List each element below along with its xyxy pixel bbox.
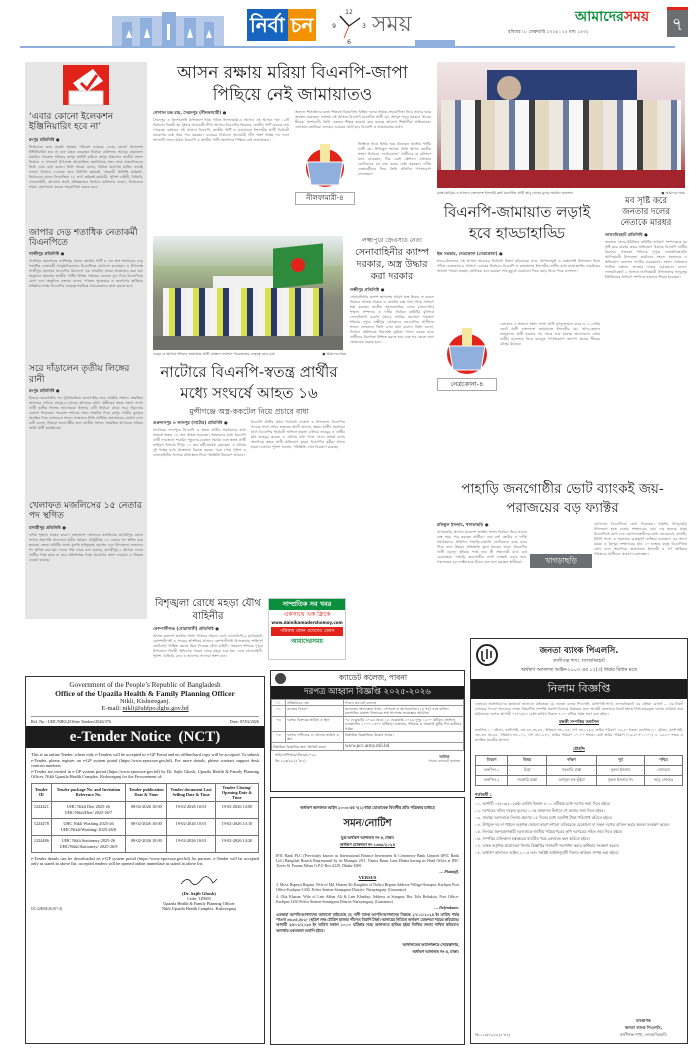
boundary-table-cell: চিড়া	[508, 766, 547, 776]
summons-versus: VERSUS	[358, 875, 377, 880]
cadet-details-row	[272, 743, 464, 751]
tender-table-row	[32, 818, 259, 835]
feature-byline: রংপুর প্রতিনিধি ●	[29, 136, 60, 142]
tender-table	[31, 783, 259, 853]
story3-byline: রংপুর প্রতিনিধি ●	[29, 388, 60, 394]
auction-terms-title: শর্তাবলী :	[475, 792, 492, 797]
cadet-table-cell: দরপত্র বিক্রয়ের তারিখ ও স্থান	[286, 717, 344, 732]
boundary-table-cell: জোহেরা	[644, 766, 682, 776]
side-body: সেনাবাহিনীর ক্যাম্প স্থাপনসহ অবৈধ অস্ত্র উদ্ধার না করলে নির্বাচন আতঙ্ক থাকবে ও ভোটের বাক্স দখল নিয়ে সাধারণ শঙ্কা করছেন জাতীয় সমাজতান্ত্রিক দলের (জেএসডি) শৃঙ্খলা সম্পাদক ও দলীয় নির্বাচন কমিটির মুখপাত্র লেফটেন্যান্ট কর্নেল (অব.) জাকির হোসেন। গতকাল শনিবার দুপুরে লক্ষ্মীপুর প্রেসক্লাবে জেএসডির প্রার্থীদের সংবাদ সম্মেলনে তিনি এসব কথা বলেন। তিনি বলেন, নির্বাচন কমিশনকে নিরপেক্ষ ভূমিকা পালন করতে হবে। প্রার্থীদের নিরাপত্তা নিশ্চিত করতে হবে এবং সব কেন্দ্রে সেনা মোতায়েন করতে হবে।	[350, 294, 434, 344]
auction-boundary-table	[475, 755, 683, 786]
cadet-table-cell: ০২	[272, 706, 286, 717]
summons-body: এতদ্বারা আপনি/আপনাদের জানানো যাইতেছে যে, বাদী ব্যাংক আপনি/আপনাদের বিরুদ্ধে ২৭/১১/২০২৪ ইং তারিখ পর্যন্ত পাওনা ৩৬,৩৪,৫৮২/- (ছত্রিশ লক্ষ চৌত্রিশ হাজার পাঁচশত বিরাশি টাকা) আদায়ের নিমিত্তে অর্থঋণ মোকদ্দমা দায়ের করিয়াছে। আগামী ২৬/০২/২০২৬ ইং তারিখ সকাল ১০.০০ ঘটিকার সময় আদালতে হাজির হইয়া লিখিত জবাব দাখিল করিবেন। অন্যথায় একতরফা শুনানি হইবে।	[276, 913, 459, 933]
section-logo-left: নির্বা	[247, 9, 288, 41]
story4-byline: মাদারীপুর প্রতিনিধি ●	[29, 524, 66, 530]
story-b-subheadline: মুন্সীগঞ্জে অস্ত্র-ককটেল নিয়ে প্রচারে বাধা	[189, 407, 309, 416]
tender-table-cell: UHC Nikli Stationery 2025-26 UHC/Nikli/Stationery/ 2025-26/9	[51, 835, 126, 852]
paper-name	[575, 8, 649, 26]
side-story	[350, 238, 434, 588]
cadet-table-cell: প্রতিষ্ঠানের নাম	[286, 700, 344, 706]
summons-sign-1: আদালতের আদেশক্রমে-সেরেস্তাদার,	[402, 941, 459, 947]
ballot-box-icon	[29, 65, 143, 109]
tender-table-cell: 08-02-2026 10:00	[126, 818, 167, 835]
summons-title: সমন/নোটিশ	[343, 818, 392, 829]
story-e-headline: পাহাড়ি জনগোষ্ঠীর ভোট ব্যাংকই জয়-পরাজয়ের বড় ফ্যাক্টর	[461, 481, 664, 516]
auction-law: অর্থঋণ আদালত আইন-২০০৩ এর ১২(৩) ধারার বিধান মতে	[521, 668, 637, 673]
tender-gov-line: Government of the People’s Republic of Bangladesh	[69, 681, 221, 689]
boundary-table-cell: সরকারি রাস্তা	[546, 766, 596, 776]
story-c-byline: কোম্পানীগঞ্জ (নোয়াখালী) প্রতিনিধি ●	[153, 626, 219, 631]
ballot-box-icon	[437, 322, 497, 374]
tender-table-header: Tender document Last Selling Date & Time	[167, 783, 215, 801]
summons-defendant-4: 4. Olia Khatun, Wife of Late Akbar Ali & Late Khadiza, Address at Sonapur, Bot Tola Behakoir, Post Office-Kachpur-1430 Police Station-Sonargaon District-Narayanganj. (Guarantor)	[276, 895, 459, 904]
summons-plaintiff: IFIC Bank PLC (Previously known as International Finance Investment & Commerce Bank Limited (IFIC Bank Ltd.) Bangshal Branch Represented by its Manager 29/1, Nazira Bazar Lane Dhaka having its Head Office at IFIC Tower 61 Purana Paltan G.P.O Box-2229, Dhaka-1000.	[276, 854, 459, 868]
story4-body: দলীয় শৃঙ্খলা ভঙ্গের কারণে বাংলাদেশ খেলাফত মজলিসের মাদারীপুর জেলা শাখার সভাপতি মাওলানা হাবীব আহমদ চৌধুরীসহ ১৫ নেতার পদ স্থগিত করা হয়েছে। জেলা কমিটির সদস্য মুফতি সাইফুল্লাহ হোসেন এবং উপজেলা নেতাদের পদ স্থগিত করা হয়। দলের পক্ষ থেকে বলা হয়েছে, মাদারীপুর-১ আসনে দলের প্রার্থীর পক্ষে কাজ না করে প্রতিপক্ষের পক্ষে প্রচারণায় অংশ নেওয়ায় এ সিদ্ধান্ত নেওয়া হয়েছে।	[29, 532, 143, 562]
photo2-caption: ব্রাহ্মণবাড়িয়া-৩ আসনে বাংলাদেশ ইসলামী ফ্রন্ট মনোনীত প্রার্থী আবু নাসের মুসার সমর্থনে জনসভা	[437, 191, 573, 195]
story-e-byline: রফিকুল ইসলাম, খাগড়াছড়ি ●	[437, 522, 489, 527]
cadet-table-cell: ০৮ ফেব্রুয়ারি ২০২৬ থেকে ১৫ ফেব্রুয়ারি ২০২৬ দুপুর ১২০০ ঘটিকা। (অফিস চলাকালীন ১১০০-১৩০০ ঘটিকা)। শুক্রবার, শনিবার ও সরকারি ছুটির দিন ব্যতীত) পর্যন্ত।	[344, 717, 464, 732]
boundary-table-cell: তফসিল-২	[476, 776, 508, 786]
clock-number-3: 3	[362, 23, 366, 30]
story2-headline: জাপার দেড় শতাধিক নেতাকর্মী বিএনপিতে	[29, 227, 138, 249]
cadet-signatory-title: অধ্যক্ষ	[439, 753, 450, 759]
tender-table-cell: 19-02-2026 10:01	[167, 835, 215, 852]
promo-title: সাম্প্রতিক সব খবর	[269, 599, 345, 610]
auction-sign-2: জনতা ব্যাংক পিএলসি,	[624, 1025, 662, 1030]
photo2-credit: ● আমাদের সময়	[661, 191, 685, 195]
cadet-details-url[interactable]: www.pcc.army.mil.bd	[344, 743, 464, 751]
auction-branch: কালীগঞ্জ শাখা, লালমনিরহাট	[553, 659, 605, 664]
lead-badge-graphic	[295, 142, 355, 204]
auction-boundary-title: চৌহদ্দি	[573, 746, 585, 751]
auction-schedule-title: বন্ধকী সম্পত্তির তফসিল	[558, 719, 600, 724]
story-b-byline: গুরুদাসপুর ও লালপুর (নাটোর) প্রতিনিধি ●	[153, 420, 228, 425]
story-b	[153, 420, 345, 592]
auction-sign-3: কালীগঞ্জ শাখা, লালমনিরহাট।	[619, 1032, 667, 1037]
auction-term: ০১. আগামী ০৫/০৩/২০২৬ইং তারিখ বিকাল ৪.০০ ঘটিকার মধ্যে দরপত্র জমা দিতে হইবে।	[475, 801, 611, 806]
story4-headline: খেলাফত মজলিসের ১৫ নেতার পদ স্থগিত	[29, 501, 142, 522]
cadet-table-cell: কলেজের অব্যবহৃত খাতা, পেপারস ও আসবাবপত্র (১ম পর্ব) এবং বাতিল যন্ত্রপাতির প্রকাশ্য নিলামের শর্ত সাপেক্ষে ক্রয়প্রস্তাব আহ্বান।	[344, 706, 464, 717]
tender-table-cell: UHC Nikli Diet 2025-26 UHC/Nikli/Diet/ 2025-26/7	[51, 801, 126, 818]
boundary-table-header: উত্তর	[508, 756, 547, 766]
boundary-table-cell: সরকারি রাস্তা	[508, 776, 547, 786]
lead-body-b: অন্যান্য শীতার্তদের মতো শীতবস্ত্র বিতরণসহ বিভিন্ন দলের সাহায্য-সহযোগিতা নিয়ে তাদের দ্বারে অবস্থান রয়েছেন। সর্বশেষ এই আসনে বিএনপি মনোনীত প্রার্থী মো. আব্দুল গফুর সরকার ‘ধানের শীষের’ আশাবাদী। তিনি একজন শিক্ষক হওয়ায় তার রয়েছে আলাদা শিক্ষার্থীরা অভিভাবক। এলাকার ভোটাররা বলছেন এবারের ভোট হবে বিএনপি ও জামায়াতের মধ্যে।	[295, 110, 431, 129]
left-column	[25, 62, 147, 619]
boundary-table-header: দক্ষিণ	[546, 756, 596, 766]
cadet-table-row	[272, 717, 464, 732]
story-b-body-b: বিএনপি প্রার্থীর প্রধান নির্বাচনী এজেন্ট ও উপজেলা বিএনপির সাবেক সদস্য সচিব হাজরত আলী জানান, স্বতন্ত্র প্রার্থীর সমর্থকরা হঠাৎ বিএনপির নির্বাচনী অফিসে হামলা চালিয়ে ভাঙচুর ও প্রার্থীর ছবি ভাঙচুর করেন। এ ঘটনায় বাধা দিতে গেলে সংঘর্ষ বাধে। অন্যদিকে স্বতন্ত্র প্রার্থী অভিযোগ করেন বিএনপির কর্মীরা প্রথমে হামলা চালায়। পুলিশ জানায়, পরিস্থিতি এখন নিয়ন্ত্রণে রয়েছে।	[251, 420, 345, 449]
story3-body: হিজড়া জনগোষ্ঠীর সব সুবিধাবঞ্চিত জনগোষ্ঠীর জন্য জাতীয় সংসদে সংরক্ষিত আসনের দাবিতে রংপুর-৩ (সদর) আসনের হরিণ প্রতীকের স্বতন্ত্র সংসদ সদস্য প্রার্থী তৃতীয় লিঙ্গের আনোয়ারা ইসলাম রানী নির্বাচন থেকে সরে দাঁড়ানোর ঘোষণা দিয়েছেন। গতকাল শনিবার সন্ধ্যা সাতটার দিকে রংপুর নগরীর নুরপুরে অবস্থিত নিজ বাসভবনে সংবাদ সম্মেলনে তিনি প্রার্থিতা প্রত্যাহারের ঘোষণা দেন। রানী বলেন, হিজড়া জনগোষ্ঠীর জন্য জাতীয় সংসদে সংরক্ষিত আসনের দাবিতে আমি প্রার্থী হয়েছিলাম।	[29, 396, 143, 431]
story-c-headline: বিশৃঙ্খলা রোধে মহড়া যৌথ বাহিনীর	[155, 598, 261, 622]
story-d-badge-graphic	[437, 322, 497, 386]
tender-office: Office of the Upazila Health & Family Planning Officer	[55, 689, 235, 698]
story-e	[437, 522, 687, 622]
tender-table-cell: 19-02-2026 14:10	[215, 818, 258, 835]
ad-summons	[270, 797, 465, 1045]
boundary-table-header: পূর্ব	[597, 756, 645, 766]
cadet-table-cell: দরপত্র দাখিলের ও খোলার তারিখ ও স্থান	[286, 732, 344, 743]
tender-sig-title: Upazila Health & Family Planning Officer	[163, 900, 235, 906]
side-r-headline: নেতাকে মারধর	[620, 218, 672, 228]
auction-sign-1: ব্যবস্থাপক	[635, 1018, 651, 1023]
auction-intro: এতদ্বারা সর্বসাধারণের জ্ঞাতার্থে জানানো যাইতেছে যে, জনতা ব্যাংক পিএলসি, কালীগঞ্জ শাখা, লালমনিরহাট এর গ্রহীতা মেসার্স ... এর নিকট ব্যাংকের পাওনা আদায়ের লক্ষ্যে নিম্নবর্ণিত সম্পত্তি প্রকাশ্য নিলামে বিক্রয়ের জন্য আগ্রহী ক্রেতাদের নিকট হইতে সিলমোহরকৃত দরপত্র আহ্বান করা যাইতেছে। দরপত্র আগামী ০৫/০৩/২০২৬ইং তারিখ বিকাল ৪.০০ ঘটিকা পর্যন্ত গ্রহণ করা হইবে।	[475, 702, 683, 716]
side-r-kicker-1: মব সৃষ্টি করে	[624, 196, 668, 206]
summons-plaintiff-label: — Plaintiff.	[439, 869, 459, 874]
tender-table-row	[32, 801, 259, 818]
photo-rally	[437, 62, 685, 188]
janata-bank-logo-icon	[475, 643, 499, 667]
boundary-table-header: পশ্চিম	[644, 756, 682, 766]
story-d-byline: ইন্দ্র সরকার, নেত্রকোনা (নেত্রকোনা) ●	[437, 251, 503, 256]
boundary-table-cell: নুরুল ইসলাম গং	[597, 776, 645, 786]
date-line: রবিবার ৷ ৮ ফেব্রুয়ারি ২০২৬ ৷ ২৫ মাঘ ১৪৩২	[508, 30, 589, 35]
promo-url[interactable]: www.dainikamadershomoy.com	[271, 620, 343, 625]
boundary-table-row	[476, 776, 683, 786]
boundary-table-cell: আবু জোহের	[644, 776, 682, 786]
section-logo	[247, 9, 316, 41]
cadet-ref: জি-২২৩/২৬ (৫″×২)	[275, 758, 306, 763]
lead-story	[153, 110, 433, 232]
ad-cadet-college	[270, 670, 465, 792]
tender-date: Date: 07/02/2026	[229, 719, 259, 724]
cadet-institution: ক্যাডেট কলেজ, পাবনা	[338, 672, 408, 682]
lead-byline: গোপাল চন্দ্র রায়, সৈয়দপুর (নীলফামারী) ●	[153, 110, 227, 115]
auction-signature	[620, 1018, 667, 1039]
cadet-table-cell: কাজের বিবরণ	[286, 706, 344, 717]
tender-table-cell: 19-02-2026 14:20	[215, 835, 258, 852]
tender-table-row	[32, 835, 259, 852]
cadet-table-cell: ০৪	[272, 732, 286, 743]
cadet-emblem-icon	[275, 673, 286, 684]
summons-sign-2: অর্থঋণ আদালত নং-৪, ঢাকা।	[412, 948, 459, 954]
auction-term: ০৪. উপযুক্ত দর না পাইলে কর্তৃপক্ষ কোনো কারণ দর্শানো ব্যতিরেকে যেকোনো বা সকল দরপত্র বাতিল করার ক্ষমতা সংরক্ষণ করেন।	[475, 822, 670, 827]
side-r-byline: লালমনিরহাট প্রতিনিধি ●	[605, 232, 648, 237]
auction-terms	[475, 801, 683, 855]
boundary-table-cell: তফসিল-১	[476, 766, 508, 776]
story-c	[153, 597, 263, 667]
story-c-body: আসন্ন ত্রয়োদশ জাতীয় সংসদ নির্বাচন সামনে রেখে নোয়াখালী-৫ (কবিরহাট-কোম্পানীগঞ্জ ও সদরের আংশিক) আসনে কোম্পানীগঞ্জ উপজেলায় শান্তিপূর্ণ ভোটগ্রহণ নিশ্চিত করতে টহল দিয়েছে যৌথ বাহিনী। গতকাল শনিবার দুপুরে উপজেলা নির্বাহী অফিসের সামনে থেকে মহড়া শুরু হয়। এতে সেনাবাহিনী, পুলিশ, বিজিবি, র‍্যাব ও আনসার সদস্যরা অংশ নেন।	[153, 634, 263, 658]
auction-schedule-body: তফসিল-১ : মৌজা- কালীগঞ্জ, জে.এল নং-৪৪, খতিয়ান নং-১৬৯, দাগ নং-১২৪৫, জমির পরিমাণ ১৬.৫০ শতক। তফসিল-২ : মৌজা- কালীগঞ্জ, জে.এল নং-৪৪, খতিয়ান নং-১৭২, দাগ নং-১২৪৭, জমির পরিমাণ ১০.০০ শতক। মোট জমির পরিমাণ (১৬.৫০+১০.০০) = ২৬.৫০ শতক ও তদস্থিত যাবতীয় স্থাপনা।	[475, 728, 683, 742]
tender-email-label: E-mail:	[101, 705, 123, 712]
tender-para-2: e-Tender are invited in e-GP system portal (https://www.eprocure.gov.bd) by Dr. Sajib Ghosh, Upazila Health & Family Planning Officer, Nikli Upazila Health Complex, Kishoreganj for the Procurement of:	[31, 768, 259, 779]
photo1-credit: ● আমাদের সময়	[322, 352, 346, 356]
clock-icon	[330, 6, 368, 46]
side-kicker: লক্ষ্মীপুরে জেএসডি নেতা	[362, 238, 422, 244]
tender-ref: Ref. No.- UHC/NIKLI/Other Tenders/2026/376	[31, 719, 111, 724]
story-e-badge: খাগড়াছড়ি	[529, 553, 593, 569]
feature-quote-headline: ‘এবার কোনো ইলেকশন ইঞ্জিনিয়ারিং হবে না’	[29, 112, 114, 133]
photo-road-march	[153, 236, 343, 350]
tender-table-cell: 1224421	[32, 801, 52, 818]
tender-email[interactable]: nikli@uhfpo.dghs.gov.bd	[122, 705, 189, 712]
photo1-caption: বগুড়া-৩ আসনে শনিবার জামায়াত প্রার্থী মোস্তফা ফয়সাল পারভেজের নেতৃত্বে রোড মার্চ	[153, 352, 275, 356]
cadet-table-cell: বিস্তারিত বিজ্ঞপ্তিতে উল্লেখ আছে।	[344, 732, 464, 743]
summons-intro: অর্থঋণ আদালত আইন ২০০৩ এর ৭(১) ধারা মোতাবেক বিবাদীর প্রতি পত্রিকার মাধ্যমে	[300, 805, 435, 810]
promo-tag: পত্রিকায় যেমন ওয়েবেও তেমন	[271, 627, 343, 636]
side-headline: সেনাবাহিনীর ক্যাম্প দরকার, অস্ত্র উদ্ধার করা দরকার	[354, 246, 430, 282]
story-b-headline: নাটোরে বিএনপি-স্বতন্ত্র প্রার্থীর মধ্যে সংঘর্ষে আহত ১৬	[160, 363, 338, 402]
masthead	[0, 0, 700, 56]
tender-table-cell: 19-02-2026 14:00	[215, 801, 258, 818]
auction-term: ০২. দরপত্রের সহিত দরকৃত মূল্যের ১০% জামানত হিসাবে পে-অর্ডার জমা দিতে হইবে।	[475, 808, 605, 813]
tender-title: e-Tender Notice (NCT)	[26, 726, 264, 748]
tender-para-3: e-Tender details can be downloaded on e-GP system portal (https://www.eprocure.gov.bd) for pursuer, e-Tender will be accepted only as stated in above list; accepted tenders will be opened online immediate as stated in above list.	[31, 855, 259, 866]
tender-table-header: Tender package No. and Invitation Reference No.	[51, 783, 126, 801]
tender-sig-org: Nikli Upazila Health Complex, Kishoreganj	[162, 905, 236, 911]
ad-auction	[470, 638, 688, 1044]
masthead-rule	[20, 46, 675, 48]
section-suffix: সময়	[372, 12, 412, 37]
cadet-table-cell: ০১	[272, 700, 286, 706]
boundary-table-header: বিবরণ	[476, 756, 508, 766]
story2-body: গাজীপুর মহানগরের কাশিমপুর থানার জাতীয় পার্টি ও এর অঙ্গ সংগঠনের দেড় শতাধিক নেতাকর্মী আনুষ্ঠানিকভাবে বিএনপিতে যোগদান করেছেন। এ উপলক্ষে গাজীপুর মহানগর বিএনপির উদ্যোগে এক সংবর্ধনা সভার আয়োজন করা হয়। অনুষ্ঠানে মহানগর জাতীয় পার্টির বিভিন্ন পর্যায়ের নেতারা ফুল দিয়ে বিএনপিতে যোগ দেন। অনুষ্ঠানে বক্তারা বলেন, গণতন্ত্র পুনরুদ্ধার ও জনগণের অধিকার প্রতিষ্ঠার লক্ষ্যে বিএনপির নেতৃত্বে সবাইকে ঐক্যবদ্ধভাবে কাজ করতে হবে।	[29, 259, 143, 289]
story2-byline: গাজীপুর প্রতিনিধি ●	[29, 251, 65, 257]
page-number: ৭	[667, 7, 688, 37]
lead-body-a: সৈয়দপুর ও কিশোরগঞ্জ উপজেলা নিয়ে গঠিত নীলফামারী-৪ আসন। এই আসনে গত ১২টি নির্বাচনে বিজয়ী হয় দুইবার আওয়ামী লীগ। আসনে বিএনপির তিনবার, জাতীয় পার্টি চারবার জয় পেয়েছে। বর্তমানে এই আসনে বিএনপি, জাতীয় পার্টি ও জামায়াতে ইসলামীর প্রার্থী নির্বাচনী প্রচারণায় ব্যস্ত সময় পার করছেন। এবারের নির্বাচনে আওয়ামী লীগ অংশ নিচ্ছে না। ফলে আসনটি দখলে মরিয়া বিএনপি ও জাতীয় পার্টি। অন্যদিকে পিছিয়ে নেই জামায়াতও।	[153, 118, 289, 142]
auction-term: ০৩. সর্বোচ্চ দরদাতাকে নিলাম গ্রহণের ১৫ দিনের মধ্যে অবশিষ্ট টাকা পরিশোধ করিতে হইবে।	[475, 815, 612, 820]
tender-table-cell: UHC Nikli Washing 2025-26 UHC/Nikli/Washing/ 2025-26/8	[51, 818, 126, 835]
tender-table-cell: 19-02-2026 10:01	[167, 818, 215, 835]
promo-sub: একসাথে এক ক্লিকে	[283, 611, 331, 618]
tender-table-cell: 1224478	[32, 818, 52, 835]
clock-number-6: 6	[347, 39, 351, 46]
lead-headline: আসন রক্ষায় মরিয়া বিএনপি-জাপা পিছিয়ে নেই জামায়াতও	[177, 63, 408, 105]
auction-term: ০৭. ব্যাংক কর্তৃপক্ষ প্রয়োজনে নিলাম বিজ্ঞপ্তির শর্তাবলী সংশোধন করার অধিকার সংরক্ষণ করেন।	[475, 843, 620, 848]
cadet-table-cell: ০৩	[272, 717, 286, 732]
summons-court: যুগ্ম অর্থঋণ আদালত নং-৪, ঢাকা।	[340, 835, 395, 840]
summons-defendants-label: — Defendants.	[434, 905, 459, 910]
side-r-body: জনতার দলের ইউনিয়ন কমিটির সাধারণ সম্পাদককে মব সৃষ্টি করে মারধর করার অভিযোগ উঠেছে বিএনপি প্রার্থীর বিরুদ্ধে। গতকাল শনিবার দুপুরে লালমনিরহাটের আদিতমারী উপজেলা কার্যালয়ে সংবাদ সম্মেলনে এ অভিযোগ তোলেন দলটির চেয়ারম্যান। সংবাদ সম্মেলনে লিখিত বক্তব্যে জনতার দলের চেয়ারম্যান বলেন, লালমনিরহাট ২ আসনে আদিতমারী উপজেলার ভাদুরপুর ইউনিয়নের সাধারণ সম্পাদক হামলার শিকার হয়েছেন।	[605, 240, 687, 279]
clock-number-9: 9	[332, 23, 336, 30]
summons-case-no: অর্থঋণ মোকদ্দমা নং-১৩৬৯/২০২৪	[339, 842, 396, 847]
parliament-building-icon	[112, 8, 224, 46]
side-byline: লক্ষ্মীপুর প্রতিনিধি ●	[350, 286, 385, 292]
tender-sig-name: (Dr. Sajib Ghosh)	[182, 890, 216, 896]
boundary-table-row	[476, 766, 683, 776]
auction-ref: জি-২২৩/০২/২৬ (৫″×৪)	[475, 1033, 511, 1037]
story-d	[437, 251, 600, 319]
masthead-block	[415, 40, 455, 48]
section-logo-right: চন	[288, 9, 317, 41]
cadet-table-row	[272, 732, 464, 743]
tender-table-cell: 08-02-2026 10:00	[126, 835, 167, 852]
paper-name-a: আমাদের	[575, 9, 624, 25]
lead-body-c: ভিত্তিতে নিয়ে দ্বিধায় হয়ে উঠেছেন জাতীয় পার্টির প্রার্থী মো. সিদ্দিকুল আলম। তিনি আসন জাতীয় সংসদ নির্বাচনে ‘ফেরিওয়ালা’ প্রার্থীদের যে কৌশলে মাঠে নেমেছেন, ঠিক একই কৌশলে এলাকার ভোটারদের মন জয় করার চেষ্টা করছেন। দলীয় নেতাকর্মীদের নিয়ে তিনি প্রতিদিন গণসংযোগ চালাচ্ছেন।	[358, 142, 431, 176]
side-story-right	[605, 196, 687, 471]
promo-logo: আমাদেরসময়	[291, 638, 323, 645]
signature-icon	[179, 876, 219, 886]
tender-gc-ref: GC-228/02/26 (6″×3)	[31, 906, 63, 911]
paper-name-b: সময়	[623, 9, 650, 25]
clock-number-12: 12	[345, 9, 353, 16]
tender-table-header: Tender ID	[32, 783, 52, 801]
tender-table-header: Tender Closing/ Opening Date & Time	[215, 783, 258, 801]
cadet-table-cell: পাবনা ক্যাডেট কলেজ	[344, 700, 464, 706]
side-r-kicker-2: জনতার দলের	[622, 207, 670, 217]
lead-badge: নীলফামারী-৪	[295, 192, 355, 205]
story3-headline: সরে দাঁড়ালেন তৃতীয় লিঙ্গের রানী	[29, 364, 130, 385]
cadet-signatory-org: পাবনা ক্যাডেট কলেজ	[428, 758, 460, 763]
cadet-title: দরপত্র আহ্বান বিজ্ঞপ্তি ২০২৫-২০২৬	[271, 686, 464, 699]
cadet-table	[271, 699, 464, 751]
cadet-details-label: বিস্তারিত বিজ্ঞপ্তির জন্য ভিজিট করুন	[272, 743, 344, 751]
auction-term: ০৬. সম্পত্তির মালিকানা হস্তান্তরের যাবতীয় খরচ ক্রেতাকে বহন করিতে হইবে।	[475, 836, 590, 841]
boundary-table-cell: এনামুল হক ভূঁইয়া	[546, 776, 596, 786]
promo-box[interactable]	[268, 598, 346, 660]
tender-para-1: This is an online Tender, where only e-Tenders will be accepted in e-GP Portal and no offline/hard copy will be accepted. To submit e-Tender, please register on e-GP system portal (https://www.eprocure.gov.bd). For more details, please contract support desk contract numbers.	[31, 752, 259, 768]
tender-sig-code: Code: 129603	[187, 895, 211, 901]
auction-term: ০৫. নিলামে অংশগ্রহণকারী দরদাতাকে জাতীয় পরিচয়পত্রের কপি দরপত্রের সহিত জমা দিতে হইবে।	[475, 829, 623, 834]
summons-defendant-3: 3. Most. Rupeya Begum, Wife of Md. Hasem Ali Daughter of Daliya Begum Address-Village-Sonapur, Kachpur Post Office-Kachpur-1430, Police Station-Sonargaon District- Narayanganj. (Guarantor)	[276, 883, 459, 892]
story-b-body-a: নাটোরের লালপুরে বিএনপি ও স্বতন্ত্র প্রার্থীর সমর্থকদের মধ্যে সংঘর্ষে অন্তত ১৬ জন আহত হয়েছেন। আহতদের মধ্যে বিএনপি প্রার্থী ফারজানা শারমিন পুতুলের চারজন সমর্থক এবং স্বতন্ত্র প্রার্থী তাইফুল ইসলাম টিপুর ১২ জন কর্মী-সমর্থক রয়েছেন। এ ঘটনায় দুই পক্ষের মধ্যে উত্তেজনা বিরাজ করছে। খবর পেয়ে পুলিশ ও সেনাবাহিনীর সদস্যরা ঘটনাস্থলে গিয়ে পরিস্থিতি নিয়ন্ত্রণে আনেন।	[153, 428, 246, 457]
story-e-body-a: খাগড়াছড়ি আসনে ত্রয়োদশ জাতীয় সংসদ নির্বাচন ঘিরে প্রচারে ব্যস্ত সময় পার করছেন প্রার্থীরা। বসে নেই ভোটার ও দলীয় সমর্থকরাও। প্রতিদিন পাহাড়ি-বাঙালি ভোটারদের দ্বারে দ্বারে গিয়ে নানা উন্নয়ন প্রতিশ্রুতি তুলে ধরছেন তারা। বিএনপির প্রার্থী ওয়াদুদ ভূঁইয়ার পক্ষে তার স্ত্রী সভানেত্রী মাঠে চষে বেড়াচ্ছেন। পাহাড়ি জনগোষ্ঠীর ভোট ব্যাংকই এবার জয়-পরাজয়ের বড় ফ্যাক্টর হয়ে উঠবে বলে মনে করছেন স্থানীয়রা।	[437, 530, 527, 564]
tender-table-cell: 19-02-2026 10:01	[167, 801, 215, 818]
ad-e-tender	[25, 676, 265, 1044]
auction-term: ০৮. অর্থঋণ আদালত আইন-২০০৩ এবং সংশ্লিষ্ট আইনানুযায়ী নিলাম কার্যক্রম সম্পন্ন করা হইবে।	[475, 850, 619, 855]
auction-bank: জনতা ব্যাংক পিএলসি.	[539, 646, 619, 656]
story-e-body-b: যোগদানে বিএনপিতে যোগ দিয়েছেন। সর্বশেষ খাগড়াছড়ি উপজেলা হতে চাকমা সম্প্রদায়ের প্রায় এক হাজার মানুষ বিএনপিতে যোগ দেন। যোগদানকারীদের মধ্যে জেএমএস, কার্বারি, ইউপি সদস্য ও সমাজের গুরুত্বপূর্ণ ব্যক্তিরা রয়েছেন। এর আগে মারমা ও ত্রিপুরা সম্প্রদায়ের প্রায় ১০ হাজার মানুষ বিএনপিতে যোগ দেন। অন্যদিকে জামায়াতে ইসলামী ও গণ অধিকার পরিষদের প্রার্থীরাও প্রচারণা চালাচ্ছেন।	[594, 522, 687, 556]
feature-body: নির্বাচনের জন্য যতেষ্ট সহায়ক পরিবেশ রয়েছে। এবার কোনো ইলেকশন ইঞ্জিনিয়ারিং হবে না বলে মন্তব্য করেছেন নির্বাচন কমিশনার আবদুর রহমানেল মাছউদ। গতকাল শনিবার রংপুর সার্কিট হাউসে রংপুর বিভাগের জাতীয় সংসদ নির্বাচন ও গণভোট উপলক্ষে আয়োজিত মতবিনিময় সভা শেষে সাংবাদিকদের তিনি এসব কথা বলেন। তিনি আরো বলেন, বিভিন্ন জায়গায় যাচ্ছি। ভাবছি ভালো নির্বাচন দেওয়ার জন্য রিটার্নিং কর্মকর্তা, সহকারী রিটার্নিং কর্মকর্তা, নির্বাচনের কাজে নিয়োজিত ১৮ লাখ কর্মকর্তা-কর্মচারী, পুলিশ বাহিনী, বিজিবি, সেনাবাহিনী, আনসার সবাই প্রতিজ্ঞাবদ্ধ। নির্বাচন কমিশনার বলেন, নির্বাচনকে সহজ, গ্রহণযোগ্য করতে সহযোগিতা করতে হবে।	[29, 144, 143, 189]
tender-location: Nikli, Kishoreganj.	[119, 698, 170, 705]
story-d-body-a: হাওর-উজানের এই আসনে আবারও নির্বাচনী উত্তাপ ছড়িয়েছে। মদন, খালিয়াজুরী ও মোহনগঞ্জ উপজেলা নিয়ে গঠিত নেত্রকোনা-৪ আসনে এবারের নির্বাচনে বিএনপি ও জামায়াতে ইসলামীর প্রার্থীর মধ্যে হাড্ডাহাড্ডি লড়াইয়ের আভাস পাওয়া যাচ্ছে। ভোটাররা মনে করছেন শেষ মুহূর্তে যেকোনো দিকে মোড় নিতে পারে ফলাফল।	[437, 259, 600, 273]
story-d-badge: নেত্রকোনা-৪	[437, 378, 497, 391]
cadet-memo: আইএসপিআর/টেন্ডার/২০২৬	[275, 753, 316, 758]
tender-table-header: Tender publication Date & Time	[126, 783, 167, 801]
story-d-headline: বিএনপি-জামায়াত লড়াই হবে হাড্ডাহাড্ডি	[443, 203, 591, 242]
story-d-body-b: এলাকাও এ আসনে সংসদ সদস্য প্রার্থী লুৎফুজ্জামান বাবর ও ১১-দলীয় জোট প্রার্থী বাংলাদেশ জামায়াতে ইসলামীর মো. আল-হেলাল তালুকদার প্রার্থী হওয়ার পর থেকে শুরু হয়েছে আলোচনা। নাগর প্রার্থীর মনোভাব নিয়ে বাবলুক গণসংযোগে জনগণ প্রচারে শীতের মৌসুম উঠেছে।	[500, 322, 600, 346]
cadet-table-row	[272, 706, 464, 717]
boundary-table-cell: নুরুল ইসলাম	[597, 766, 645, 776]
auction-title: নিলাম বিজ্ঞপ্তি	[471, 679, 687, 699]
tender-table-cell: 1224486	[32, 835, 52, 852]
ballot-box-icon	[295, 142, 355, 188]
tender-table-cell: 08-02-2026 10:00	[126, 801, 167, 818]
